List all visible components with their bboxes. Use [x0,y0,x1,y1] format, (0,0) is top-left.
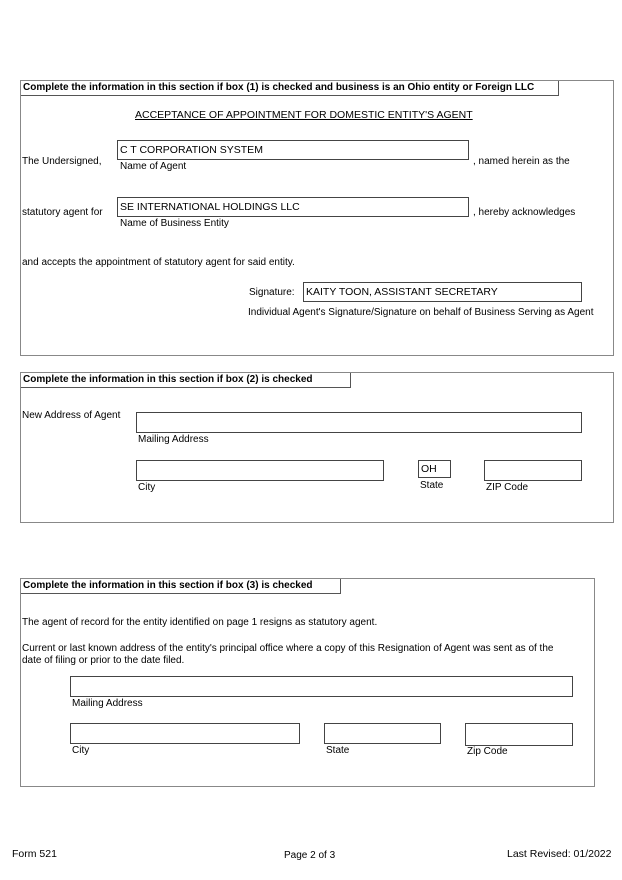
current-address-line-1: Current or last known address of the entity's principal office where a copy of this Resignation of Agent was sent as of the [22,643,554,654]
hereby-acknowledges-text: , hereby acknowledges [473,207,576,218]
section-3-zip-caption: Zip Code [467,746,508,757]
section-box-2 [20,372,614,523]
section-2-zip-field[interactable] [484,460,582,481]
signature-caption: Individual Agent's Signature/Signature on behalf of Business Serving as Agent [248,307,594,318]
section-2-city-field[interactable] [136,460,384,481]
section-3-state-caption: State [326,745,350,756]
section-1-header: Complete the information in this section if box (1) is checked and business is an Ohio entity or Foreign LLC [21,81,559,96]
section-2-state-field[interactable]: OH [418,460,451,478]
business-entity-field[interactable]: SE INTERNATIONAL HOLDINGS LLC [117,197,469,217]
current-address-line-2: date of filing or prior to the date filed. [22,655,185,666]
section-3-header: Complete the information in this section if box (3) is checked [21,579,341,594]
section-2-zip-caption: ZIP Code [486,482,529,493]
section-3-mailing-address-caption: Mailing Address [72,698,143,709]
section-3-state-field[interactable] [324,723,441,744]
named-herein-text: , named herein as the [473,156,570,167]
section-2-mailing-address-caption: Mailing Address [138,434,209,445]
section-2-header: Complete the information in this section if box (2) is checked [21,373,351,388]
section-2-city-caption: City [138,482,156,493]
page-number: Page 2 of 3 [284,850,336,861]
section-3-city-caption: City [72,745,90,756]
signature-label: Signature: [249,287,295,298]
form-number: Form 521 [12,848,57,860]
section-3-city-field[interactable] [70,723,300,744]
section-3-mailing-address-field[interactable] [70,676,573,697]
new-address-label: New Address of Agent [22,410,121,421]
agent-name-field[interactable]: C T CORPORATION SYSTEM [117,140,469,160]
accepts-appointment-text: and accepts the appointment of statutory agent for said entity. [22,257,295,268]
agent-name-caption: Name of Agent [120,161,187,172]
undersigned-label: The Undersigned, [22,156,102,167]
business-entity-caption: Name of Business Entity [120,218,229,229]
section-3-zip-field[interactable] [465,723,573,746]
signature-field[interactable]: KAITY TOON, ASSISTANT SECRETARY [303,282,582,302]
acceptance-title: ACCEPTANCE OF APPOINTMENT FOR DOMESTIC ENTITY'S AGENT [135,109,473,121]
section-2-mailing-address-field[interactable] [136,412,582,433]
section-2-state-caption: State [420,480,444,491]
statutory-agent-for-label: statutory agent for [22,207,103,218]
resigns-text: The agent of record for the entity identified on page 1 resigns as statutory agent. [22,617,378,628]
last-revised: Last Revised: 01/2022 [507,848,612,860]
